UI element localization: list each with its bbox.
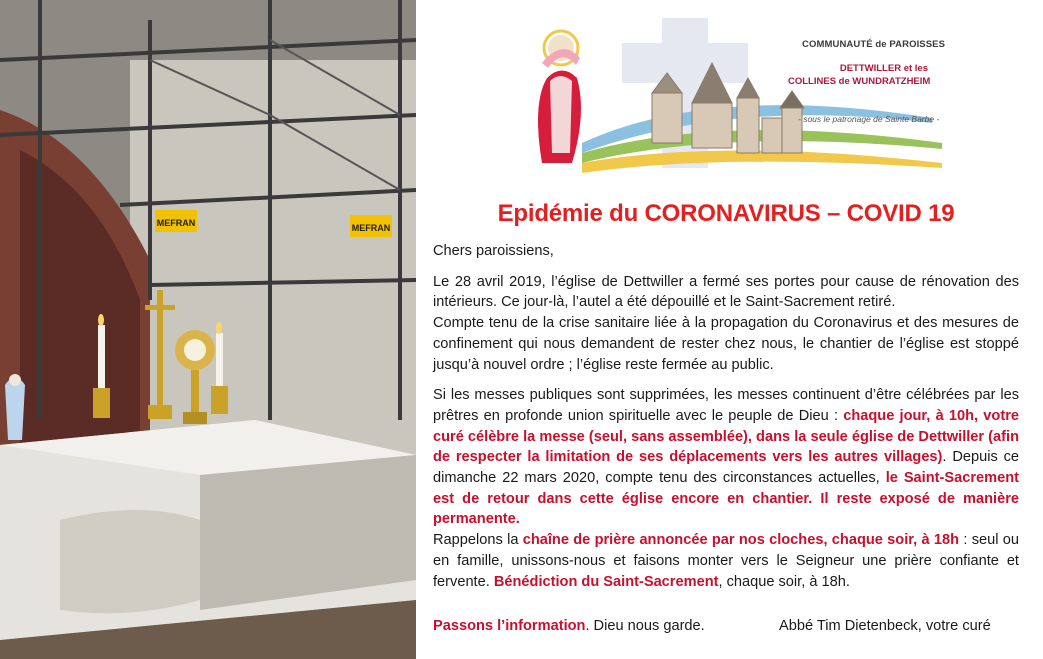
altar-scene-illustration bbox=[0, 0, 416, 659]
text-segment: Si les messes publiques sont supprimées, les messes continuent d’être célébrées par les prêtres en profonde union spirituelle avec le peuple de Dieu : bbox=[433, 387, 1019, 424]
scaffold-sign: MEFRAN bbox=[156, 218, 196, 228]
letter-footer bbox=[433, 616, 1019, 636]
greeting: Chers paroissiens, bbox=[433, 243, 554, 259]
text-segment: . Depuis ce dimanche 22 mars 2020, compte tenu des circonstances actuelles, bbox=[433, 449, 1019, 487]
logo-community-label: COMMUNAUTÉ de PAROISSES bbox=[802, 39, 946, 50]
highlight-prayer-chain: chaîne de prière annoncée par nos cloches, chaque soir, à 18h bbox=[522, 532, 960, 549]
text-segment: Rappelons la bbox=[433, 532, 523, 549]
church-altar-photo bbox=[0, 0, 416, 659]
scaffold-sign: MEFRAN bbox=[351, 223, 391, 233]
footer-text: . Dieu nous garde. bbox=[585, 618, 705, 634]
parish-logo bbox=[512, 3, 956, 183]
letter-body bbox=[433, 241, 1019, 592]
footer-highlight: Passons l’information bbox=[433, 618, 586, 634]
paragraph-crisis: Compte tenu de la crise sanitaire liée à la propagation du Coronavirus et des mesures de confinement qui nous demandent de rester chez nous, le chantier de l’église est stoppé jusqu’à nouvel ordre ; l’église reste fermée au public. bbox=[433, 315, 1019, 373]
logo-parish-name-1: DETTWILLER et les bbox=[839, 63, 928, 74]
paragraph-closure: Le 28 avril 2019, l’église de Dettwiller a fermé ses portes pour cause de rénovation des intérieurs. Ce jour-là, l’autel a été dépouillé et le Saint-Sacrement retiré. bbox=[433, 273, 1019, 311]
highlight-daily-mass: chaque jour, à 10h, votre curé célèbre la messe (seul, sans assemblée), dans la seule église de Dettwiller (afin de respecter la limitation de ses déplacements vers les autres villages) bbox=[433, 407, 1019, 466]
page-title: Epidémie du CORONAVIRUS – COVID 19 bbox=[497, 200, 955, 227]
paragraph-prayer bbox=[433, 530, 1019, 592]
logo-parish-name-2: COLLINES de WUNDRATZHEIM bbox=[788, 76, 931, 87]
signature: Abbé Tim Dietenbeck, votre curé bbox=[779, 618, 991, 634]
text-segment: , chaque soir, à 18h. bbox=[718, 573, 850, 590]
highlight-benediction: Bénédiction du Saint-Sacrement bbox=[493, 573, 719, 590]
parish-logo-artwork bbox=[512, 3, 956, 183]
highlight-sacrament: le Saint-Sacrement est de retour dans cette église encore en chantier. Il reste exposé de manière permanente. bbox=[433, 470, 1019, 528]
logo-patronage: - sous le patronage de Sainte Barbe - bbox=[798, 114, 940, 124]
paragraph-masses bbox=[433, 385, 1019, 530]
text-segment: : seul ou en famille, unissons-nous et faisons monter vers le Seigneur une prière confiante et fervente. bbox=[433, 532, 1020, 590]
